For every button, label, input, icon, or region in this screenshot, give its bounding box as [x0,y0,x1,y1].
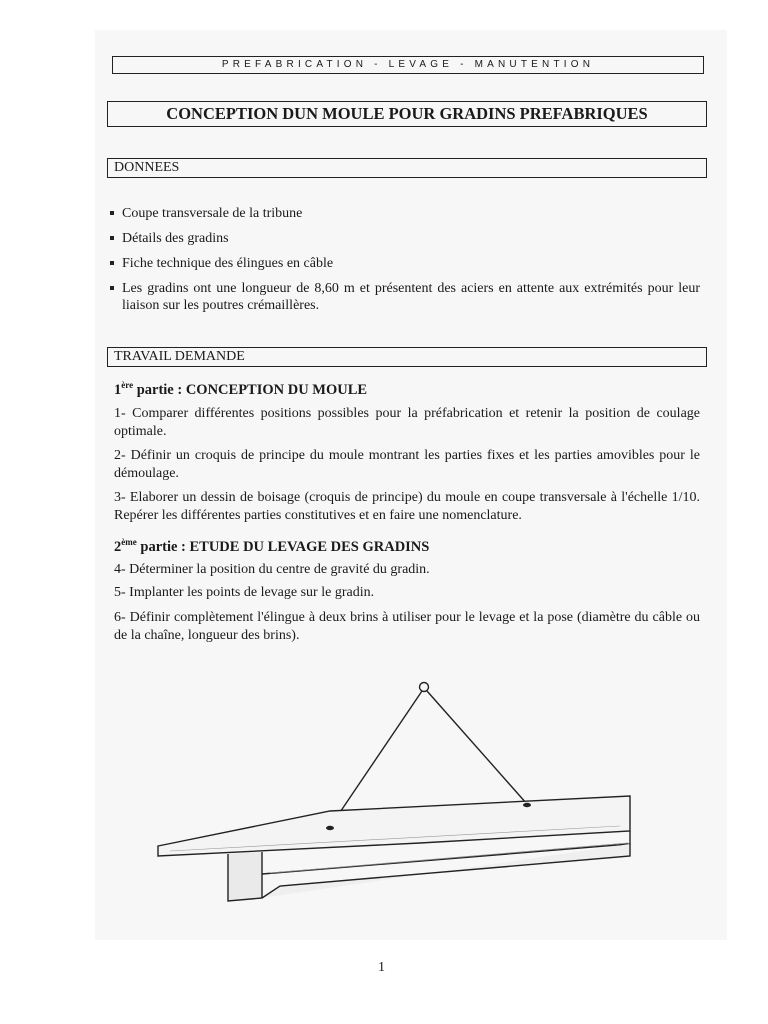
list-item: Fiche technique des élingues en câble [110,255,710,272]
document-title: CONCEPTION DUN MOULE POUR GRADINS PREFABRIQUES [107,101,707,127]
donnees-bullet-list [110,205,710,322]
list-item: Coupe transversale de la tribune [110,205,710,222]
part-1-title [114,380,367,399]
part-label: partie : CONCEPTION DU MOULE [133,381,368,398]
section-heading-donnees: DONNEES [107,158,707,178]
task-item-6: 6- Définir complètement l'élingue à deux brins à utiliser pour le levage et la pose (diamètre du câble ou de la chaîne, longueur des brins). [114,610,700,643]
gradin-lower-step [262,844,630,898]
list-item: Les gradins ont une longueur de 8,60 m et présentent des aciers en attente aux extrémités pour leur liaison sur les poutres crémaillères. [110,280,710,314]
part-2-title [114,537,429,556]
part-number: 2 [114,538,122,555]
gradin-riser [228,852,262,901]
task-item-2: 2- Définir un croquis de principe du moule montrant les parties fixes et les parties amovibles pour le démoulage. [114,448,700,481]
lifting-point-left [326,826,334,830]
task-item-5: 5- Implanter les points de levage sur le gradin. [114,585,375,600]
section-heading-travail: TRAVAIL DEMANDE [107,347,707,367]
page-number: 1 [378,960,385,975]
task-item-4: 4- Déterminer la position du centre de gravité du gradin. [114,562,430,577]
task-item-1: 1- Comparer différentes positions possibles pour la préfabrication et retenir la position de coulage optimale. [114,406,700,439]
lifting-ring-icon [420,683,429,692]
part-label: partie : ETUDE DU LEVAGE DES GRADINS [136,538,430,555]
sling-right-strand [427,691,527,804]
part-ordinal: ème [121,537,137,547]
lifting-sling-diagram [150,676,660,926]
gradin-top-face [158,796,630,856]
part-ordinal: ère [121,380,134,390]
task-item-3: 3- Elaborer un dessin de boisage (croquis de principe) du moule en coupe transversale à l'échelle 1/10. Repérer les différentes parties constitutives et en faire une nomenclature. [114,490,700,523]
running-header: PREFABRICATION - LEVAGE - MANUTENTION [112,56,704,74]
lifting-point-right [523,803,531,807]
part-number: 1 [114,381,122,398]
list-item: Détails des gradins [110,230,710,247]
